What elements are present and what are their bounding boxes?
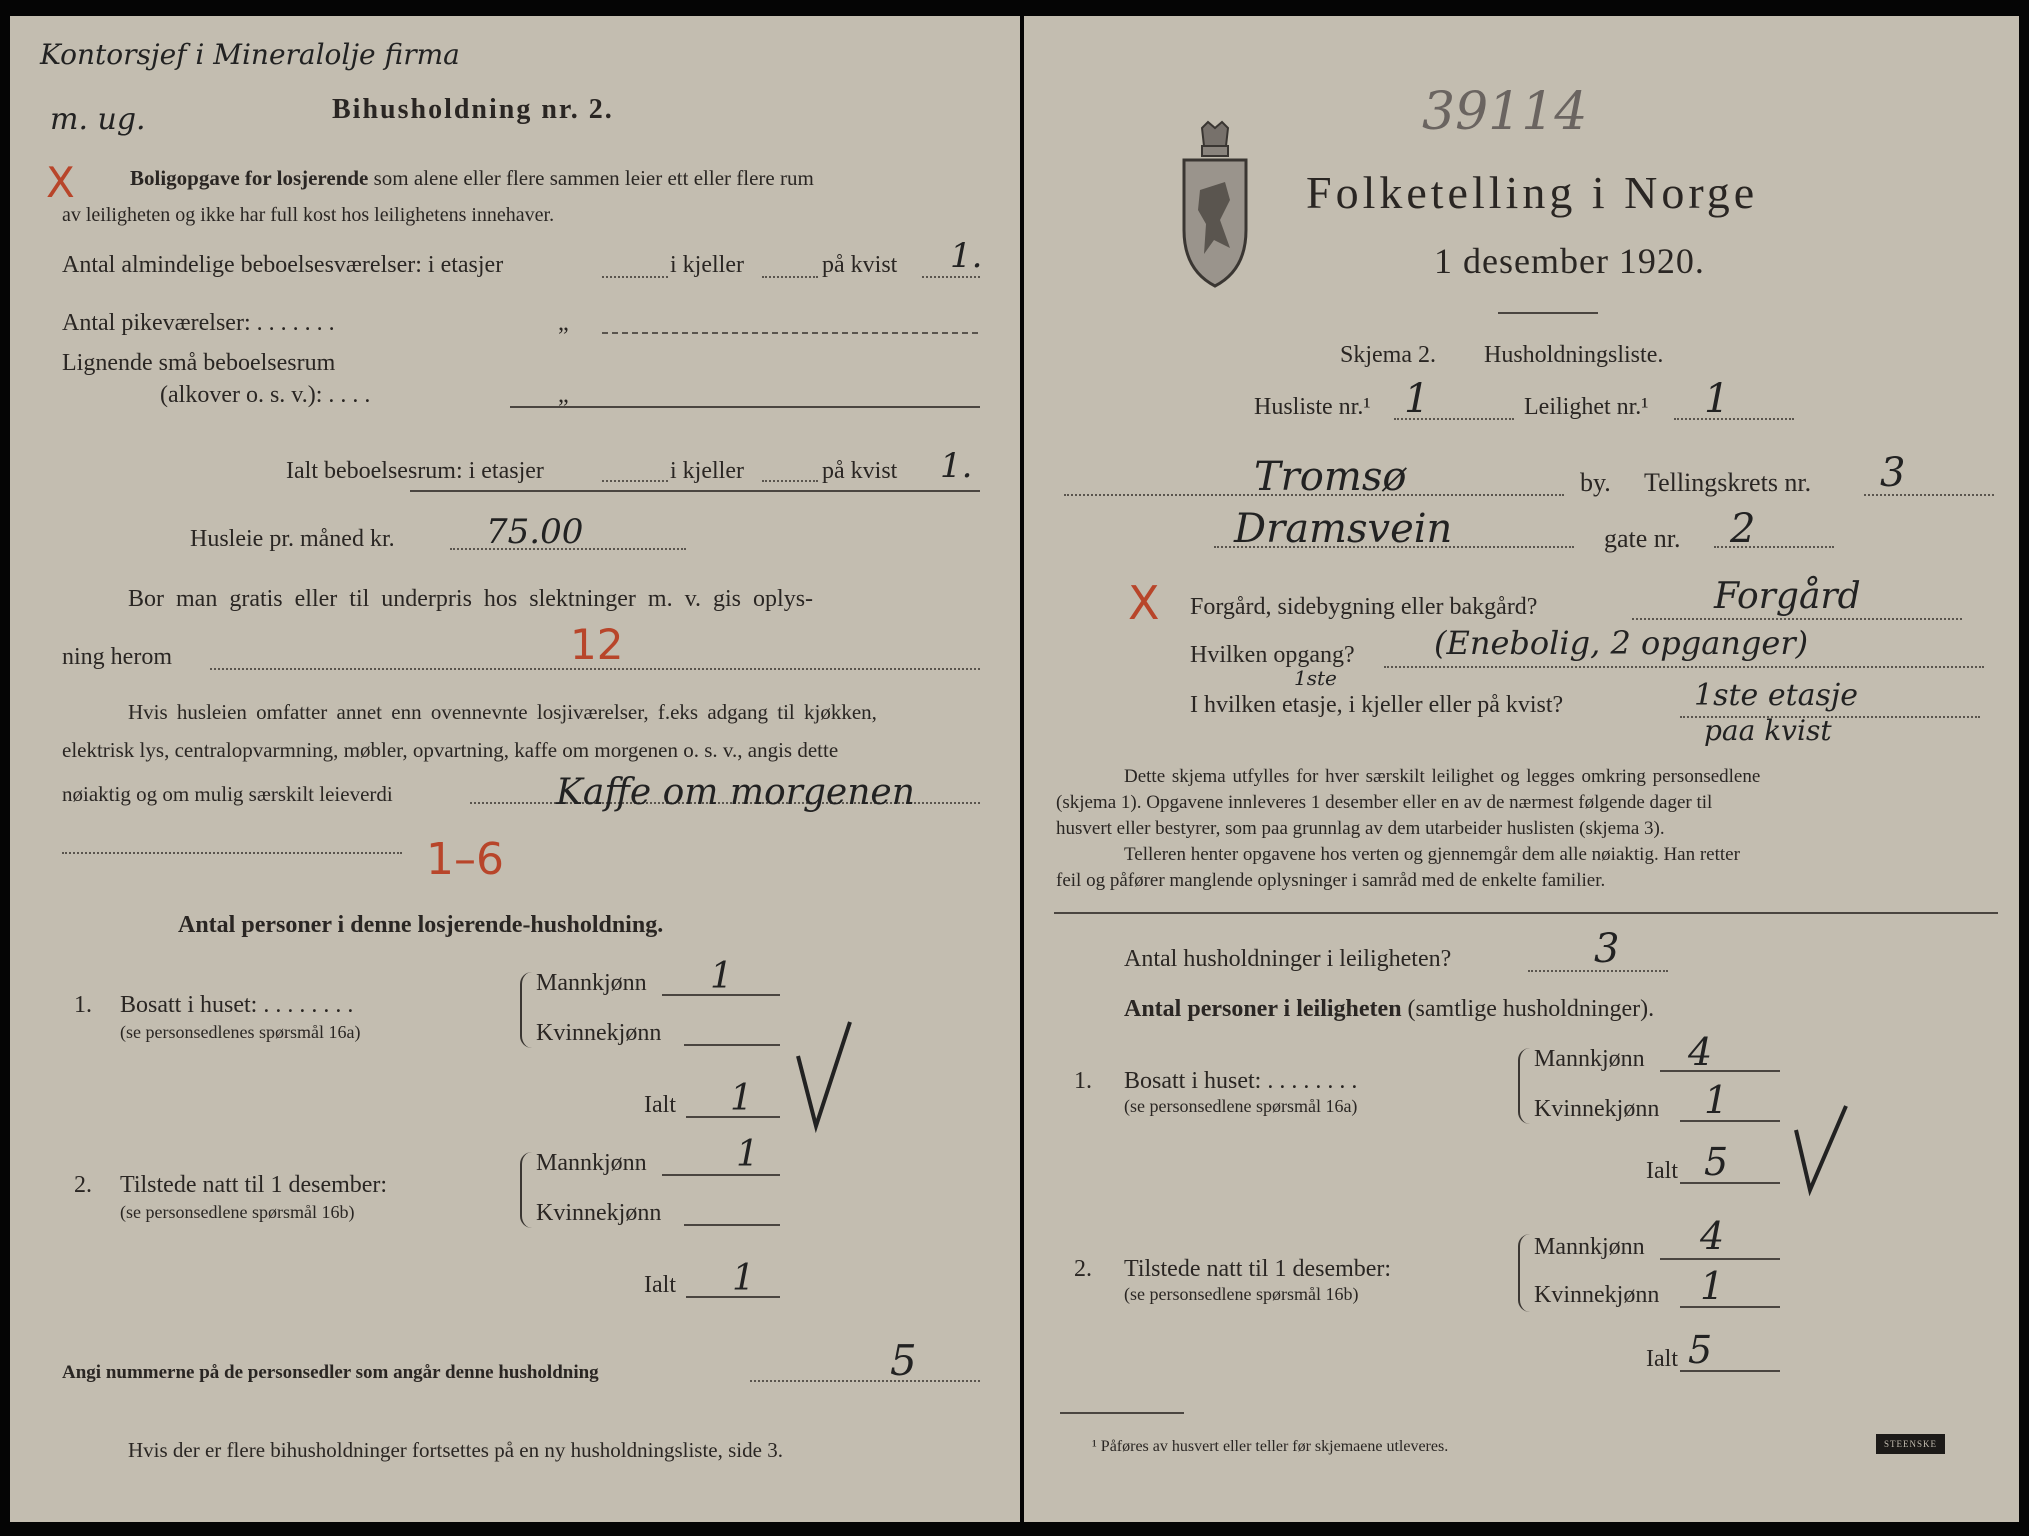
rent-label: Husleie pr. måned kr.	[190, 526, 395, 552]
q2-mann-label: Mannkjønn	[536, 1150, 647, 1176]
archive-number: 39114	[1422, 82, 1588, 142]
footnote-rule	[1060, 1412, 1184, 1414]
q1-kvinne-label-right: Kvinnekjønn	[1534, 1096, 1660, 1122]
husliste-label: Husliste nr.¹	[1254, 394, 1371, 420]
etasje-label: I hvilken etasje, i kjeller eller på kvist?	[1190, 692, 1564, 718]
q1-brace-right	[1518, 1048, 1530, 1124]
small-rooms-label: Lignende små beboelsesrum	[62, 350, 336, 376]
opgang-value: (Enebolig, 2 opganger)	[1434, 624, 1809, 662]
incl-field-2[interactable]	[62, 852, 402, 854]
red-annotation-1-6: 1–6	[426, 834, 504, 885]
printer-stamp: STEENSKE	[1876, 1434, 1945, 1454]
q2-kvinne-label: Kvinnekjønn	[536, 1200, 662, 1226]
husholdninger-label: Antal husholdninger i leiligheten?	[1124, 946, 1452, 972]
pike-field[interactable]	[602, 332, 978, 334]
opgang-label: Hvilken opgang?	[1190, 642, 1355, 668]
q1-ialt-field-right[interactable]	[1680, 1182, 1780, 1184]
q1-ialt-value: 1	[730, 1078, 753, 1119]
rent-value: 75.00	[486, 512, 584, 552]
ialt-kjeller-field[interactable]	[762, 480, 818, 482]
skjema-label: Husholdningsliste.	[1484, 342, 1664, 368]
occupation-note: Kontorsjef i Mineralolje firma	[40, 38, 460, 71]
q2-mann-value: 1	[736, 1134, 759, 1175]
page-title: Bihusholdning nr. 2.	[332, 94, 614, 125]
opgang-field[interactable]	[1384, 666, 1984, 668]
rooms-kjeller-field[interactable]	[762, 276, 818, 278]
q2-label-right: Tilstede natt til 1 desember:	[1124, 1256, 1392, 1282]
instructions-1: Dette skjema utfylles for hver særskilt leilighet og legges omkring personsedlene	[1124, 766, 1761, 787]
gate-value: 2	[1730, 506, 1756, 552]
q2-kvinne-field-right[interactable]	[1680, 1306, 1780, 1308]
q2-mann-field-right[interactable]	[1660, 1258, 1780, 1260]
pike-label: Antal pikeværelser: . . . . . . .	[62, 310, 335, 336]
footer-note: Hvis der er flere bihusholdninger fortsettes på en ny husholdningsliste, side 3.	[128, 1438, 783, 1462]
gratis-line-2: ning herom	[62, 644, 172, 670]
q1-mann-value: 1	[710, 956, 733, 997]
rooms-kvist-label: på kvist	[822, 252, 898, 278]
norway-coat-of-arms-icon	[1180, 120, 1250, 290]
incl-value: Kaffe om morgenen	[556, 772, 915, 813]
gratis-line-1: Bor man gratis eller til underpris hos slektninger m. v. gis oplys-	[128, 586, 814, 612]
forgard-field[interactable]	[1632, 618, 1962, 620]
city-value: Tromsø	[1254, 454, 1407, 500]
ialt-etasjer-field[interactable]	[602, 480, 668, 482]
q1-label: Bosatt i huset: . . . . . . . .	[120, 992, 354, 1018]
angi-field[interactable]	[750, 1380, 980, 1382]
skjema-prefix: Skjema 2.	[1340, 342, 1436, 368]
incl-line-3: nøiaktig og om mulig særskilt leieverdi	[62, 782, 393, 806]
gate-label: gate nr.	[1604, 524, 1681, 553]
leilighet-value: 1	[1704, 376, 1730, 422]
occupation-note-2: m. ug.	[50, 102, 146, 137]
husholdninger-value: 3	[1594, 926, 1620, 972]
form-title: Folketelling i Norge	[1306, 167, 1759, 218]
check-tick-icon-right	[1786, 1100, 1856, 1200]
q1-ialt-label-right: Ialt	[1646, 1158, 1678, 1184]
intro-bold: Boligopgave for losjerende	[130, 166, 369, 190]
red-check-mark: X	[46, 158, 75, 207]
intro-rest: som alene eller flere sammen leier ett eller flere rum	[373, 166, 814, 190]
rooms-kjeller-label: i kjeller	[670, 252, 744, 278]
title-rule	[1498, 312, 1598, 314]
q1-kvinne-field-right[interactable]	[1680, 1120, 1780, 1122]
ialt-rooms-label: Ialt beboelsesrum: i etasjer	[286, 458, 544, 484]
angi-label: Angi nummerne på de personsedler som angår denne husholdning	[62, 1362, 599, 1383]
q1-mann-label-right: Mannkjønn	[1534, 1046, 1645, 1072]
q2-ialt-value-right: 5	[1688, 1328, 1713, 1372]
q1-sub-right: (se personsedlene spørsmål 16a)	[1124, 1096, 1358, 1116]
angi-value: 5	[890, 1336, 917, 1385]
q1-sub: (se personsedlenes spørsmål 16a)	[120, 1022, 361, 1042]
intro-line-1	[130, 166, 814, 191]
krets-value: 3	[1880, 450, 1906, 496]
q2-sub-right: (se personsedlene spørsmål 16b)	[1124, 1284, 1359, 1304]
ialt-kvist-value: 1.	[940, 446, 973, 486]
red-annotation-12: 12	[570, 620, 624, 669]
alkover-ditto-1: „	[558, 382, 569, 408]
instructions-5: feil og påfører manglende oplysninger i samråd med de enkelte familier.	[1056, 870, 1606, 891]
leilighet-field[interactable]	[1674, 418, 1794, 420]
rooms-etasjer-field[interactable]	[602, 276, 668, 278]
q2-brace	[520, 1152, 532, 1228]
alkover-field[interactable]	[510, 406, 980, 408]
rooms-kvist-field[interactable]	[922, 276, 980, 278]
q1-kvinne-field[interactable]	[684, 1044, 780, 1046]
etasje-value-2: paa kvist	[1704, 714, 1832, 747]
right-page	[1024, 16, 2019, 1522]
alkover-label: (alkover o. s. v.): . . . .	[160, 382, 371, 408]
q2-ialt-label-right: Ialt	[1646, 1346, 1678, 1372]
krets-label: Tellingskrets nr.	[1644, 468, 1812, 497]
q1-mann-label: Mannkjønn	[536, 970, 647, 996]
q1-number: 1.	[74, 992, 92, 1018]
persons-heading: Antal personer i denne losjerende-husholdning.	[178, 912, 664, 938]
incl-line-2: elektrisk lys, centralopvarmning, møbler, opvartning, kaffe om morgenen o. s. v., angis dette	[62, 738, 839, 762]
check-tick-icon	[790, 1016, 860, 1136]
pike-ditto-1: „	[558, 310, 569, 336]
q2-number-right: 2.	[1074, 1256, 1092, 1282]
q2-sub: (se personsedlene spørsmål 16b)	[120, 1202, 355, 1222]
etasje-above-note: 1ste	[1294, 666, 1337, 690]
census-date: 1 desember 1920.	[1434, 241, 1705, 281]
q2-number: 2.	[74, 1172, 92, 1198]
q2-kvinne-value-right: 1	[1700, 1264, 1725, 1308]
rooms-kvist-value: 1.	[950, 236, 983, 276]
q1-ialt-value-right: 5	[1704, 1140, 1729, 1184]
q1-kvinne-label: Kvinnekjønn	[536, 1020, 662, 1046]
section-rule	[1054, 912, 1998, 914]
forgard-label: Forgård, sidebygning eller bakgård?	[1190, 594, 1538, 620]
footnote: ¹ Påføres av husvert eller teller før skjemaene utleveres.	[1092, 1438, 1449, 1455]
left-page	[10, 16, 1020, 1522]
q2-label: Tilstede natt til 1 desember:	[120, 1172, 388, 1198]
instructions-3: husvert eller bestyrer, som paa grunnlag av dem utarbeider huslisten (skjema 3).	[1056, 818, 1665, 839]
q2-mann-label-right: Mannkjønn	[1534, 1234, 1645, 1260]
q2-ialt-label: Ialt	[644, 1272, 676, 1298]
instructions-2: (skjema 1). Opgavene innleveres 1 desember eller en av de nærmest følgende dager til	[1056, 792, 1713, 813]
q2-brace-right	[1518, 1234, 1530, 1312]
q1-kvinne-value-right: 1	[1704, 1078, 1729, 1122]
by-label: by.	[1580, 468, 1611, 497]
street-value: Dramsvein	[1234, 506, 1453, 552]
q2-ialt-value: 1	[732, 1258, 755, 1299]
rooms-label: Antal almindelige beboelsesværelser: i etasjer	[62, 252, 504, 278]
incl-line-1: Hvis husleien omfatter annet enn ovennevnte losjiværelser, f.eks adgang til kjøkken,	[128, 700, 877, 724]
intro-line-2: av leiligheten og ikke har full kost hos leilighetens innehaver.	[62, 204, 555, 226]
q2-mann-value-right: 4	[1700, 1214, 1725, 1258]
persons-rest: (samtlige husholdninger).	[1407, 996, 1655, 1022]
ialt-kvist-label: på kvist	[822, 458, 898, 484]
q1-ialt-label: Ialt	[644, 1092, 676, 1118]
husliste-value: 1	[1404, 376, 1430, 422]
ialt-kjeller-label: i kjeller	[670, 458, 744, 484]
ialt-rule	[410, 490, 980, 492]
q1-label-right: Bosatt i huset: . . . . . . . .	[1124, 1068, 1358, 1094]
instructions-4: Telleren henter opgavene hos verten og gjennemgår dem alle nøiaktig. Han retter	[1124, 844, 1740, 865]
red-check-mark-right: X	[1128, 576, 1160, 630]
q2-kvinne-label-right: Kvinnekjønn	[1534, 1282, 1660, 1308]
forgard-value: Forgård	[1714, 576, 1861, 617]
persons-bold: Antal personer i leiligheten	[1124, 996, 1402, 1022]
leilighet-label: Leilighet nr.¹	[1524, 394, 1649, 420]
q1-brace	[520, 972, 532, 1048]
q2-mann-field[interactable]	[662, 1174, 780, 1176]
q1-number-right: 1.	[1074, 1068, 1092, 1094]
q1-mann-value-right: 4	[1688, 1030, 1713, 1074]
persons-heading-right	[1124, 996, 1654, 1023]
q1-mann-field-right[interactable]	[1660, 1070, 1780, 1072]
q2-kvinne-field[interactable]	[684, 1224, 780, 1226]
etasje-value: 1ste etasje	[1694, 678, 1858, 713]
